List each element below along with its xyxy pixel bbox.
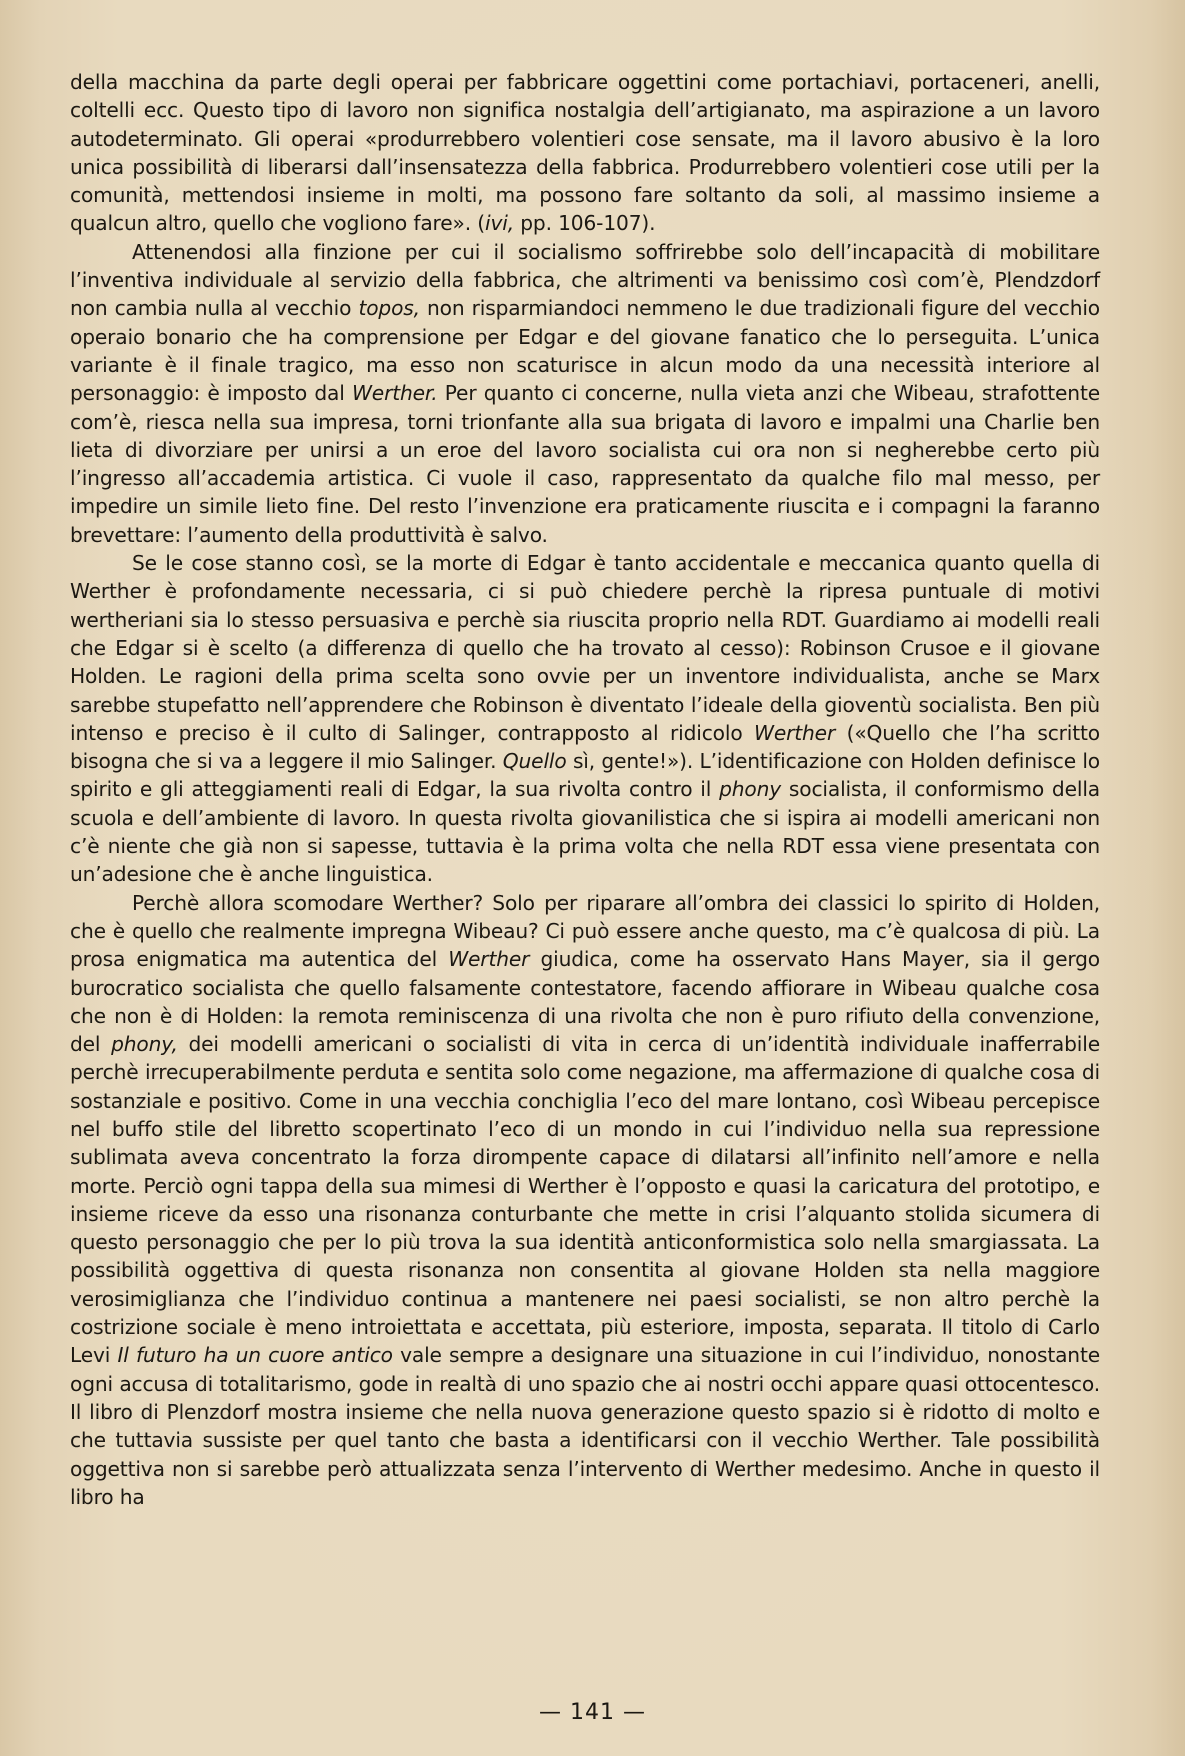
text-segment-italic: phony	[719, 777, 782, 802]
text-segment-italic: phony,	[111, 1032, 178, 1057]
page-number: — 141 —	[539, 1700, 646, 1725]
text-segment-italic: Werther	[448, 947, 530, 972]
text-segment-italic: topos,	[358, 296, 420, 321]
text-segment: non risparmiandoci nemmeno le due tradizionali figure del vecchio operaio bonario che ha comprensione per Edgar e del giovane fanatico che lo perseguita. L’unica variante è il finale tragico, ma esso non scaturisce in alcun modo da una necessità interiore al personaggio: è imposto dal	[70, 296, 1101, 406]
text-segment: della macchina da parte degli operai per fabbricare oggettini come portachiavi, portaceneri, anelli, coltelli ecc. Questo tipo di lavoro non significa nostalgia dell’artigianato, ma aspirazione a un lavoro autodeterminato. Gli operai «produrrebbero volentieri cose sensate, ma il lavoro abusivo è la loro unica possibilità di liberarsi dall’insensatezza della fabbrica. Produrrebbero volentieri cose utili per la comunità, mettendosi insieme in molti, ma possono fare soltanto da soli, al massimo insieme a qualcun altro, quello che vogliono fare». (	[70, 70, 1100, 236]
text-segment-italic: ivi,	[484, 211, 514, 236]
text-segment: Perchè allora scomodare Werther? Solo per riparare all’ombra dei classici lo spirito di Holden, che è quello che realmente impregna Wibeau? Ci può essere anche questo, ma c’è qualcosa di più. La prosa enigmatica ma autentica del	[70, 890, 1100, 972]
text-segment: vale sempre a designare una situazione in cui l’individuo, nonostante ogni accusa di totalitarismo, gode in realtà di uno spazio che ai nostri occhi appare quasi ottocentesco. Il libro di Plenzdorf mostra insieme che nella nuova generazione questo spazio si è ridotto di molto e che tuttavia sussiste per quel tanto che basta a identificarsi con il vecchio Werther. Tale possibilità oggettiva non si sarebbe però attualizzata senza l’intervento di Werther medesimo. Anche in questo il libro ha	[70, 1343, 1100, 1509]
text-segment-italic: Quello	[502, 749, 567, 774]
paragraph-1	[70, 68, 1100, 238]
text-segment: Attenendosi alla finzione per cui il socialismo soffrirebbe solo dell’incapacità di mobilitare l’inventiva individuale al servizio della fabbrica, che altrimenti va benissimo così com’è, Plendzdorf non cambia nulla al vecchio	[70, 239, 1100, 321]
paragraph-2	[70, 238, 1100, 549]
text-segment: («Quello che l’ha scritto bisogna che si va a leggere il mio Salinger.	[70, 720, 1100, 774]
text-segment: Per quanto ci concerne, nulla vieta anzi che Wibeau, strafottente com’è, riesca nella sua impresa, torni trionfante alla sua brigata di lavoro e impalmi una Charlie ben lieta di divorziare per unirsi a un eroe del lavoro socialista cui ora non si negherebbe certo più l’ingresso all’accademia artistica. Ci vuole il caso, rappresentato da qualche filo mal messo, per impedire un simile lieto fine. Del resto l’invenzione era praticamente riuscita e i compagni la faranno brevettare: l’aumento della produttività è salvo.	[70, 381, 1100, 547]
text-segment: Se le cose stanno così, se la morte di Edgar è tanto accidentale e meccanica quanto quella di Werther è profondamente necessaria, ci si può chiedere perchè la ripresa puntuale di motivi wertheriani sia lo stesso persuasiva e perchè sia riuscita proprio nella RDT. Guardiamo ai modelli reali che Edgar si è scelto (a differenza di quello che ha trovato al cesso): Robinson Crusoe e il giovane Holden. Le ragioni della prima scelta sono ovvie per un inventore individualista, anche se Marx sarebbe stupefatto nell’apprendere che Robinson è diventato l’ideale della gioventù socialista. Ben più intenso e preciso è il culto di Salinger, contrapposto al ridicolo	[70, 551, 1100, 745]
text-segment: giudica, come ha osservato Hans Mayer, sia il gergo burocratico socialista che quello falsamente contestatore, facendo affiorare in Wibeau qualche cosa che non è di Holden: la remota reminiscenza di una rivolta che non è puro rifiuto della convenzione, del	[70, 947, 1101, 1057]
text-segment: pp. 106-107).	[513, 211, 656, 236]
body-text	[70, 68, 1100, 1511]
text-segment-italic: Il futuro ha un cuore antico	[117, 1343, 393, 1368]
paragraph-4	[70, 889, 1100, 1512]
text-segment: sì, gente!»). L’identificazione con Holden definisce lo spirito e gli atteggiamenti reali di Edgar, la sua rivolta contro il	[70, 749, 1100, 802]
text-segment: socialista, il conformismo della scuola e dell’ambiente di lavoro. In questa rivolta giovanilistica che si ispira ai modelli americani non c’è niente che già non si sapesse, tuttavia è la prima volta che nella RDT essa viene presentata con un’adesione che è anche linguistica.	[70, 777, 1100, 887]
text-segment-italic: Werther.	[352, 381, 438, 406]
text-segment-italic: Werther	[754, 720, 836, 745]
text-segment: dei modelli americani o socialisti di vita in cerca di un’identità individuale inafferrabile perchè irrecuperabilmente perduta e sentita solo come negazione, ma affermazione di qualche cosa di sostanziale e positivo. Come in una vecchia conchiglia l’eco del mare lontano, così Wibeau percepisce nel buffo stile del libretto scopertinato l’eco di un mondo in cui l’individuo nella sua repressione sublimata aveva concentrato la forza dirompente capace di dilatarsi all’infinito nell’amore e nella morte. Perciò ogni tappa della sua mimesi di Werther è l’opposto e quasi la caricatura del prototipo, e insieme riceve da esso una risonanza conturbante che mette in crisi l’alquanto stolida sicumera di questo personaggio che per lo più trova la sua identità anticonformistica solo nella smargiassata. La possibilità oggettiva di questa risonanza non consentita al giovane Holden sta nella maggiore verosimiglianza che l’individuo continua a mantenere nei paesi socialisti, se non altro perchè la costrizione sociale è meno introiettata e accettata, più esteriore, imposta, separata. Il titolo di Carlo Levi	[70, 1032, 1100, 1368]
paragraph-3	[70, 549, 1100, 889]
